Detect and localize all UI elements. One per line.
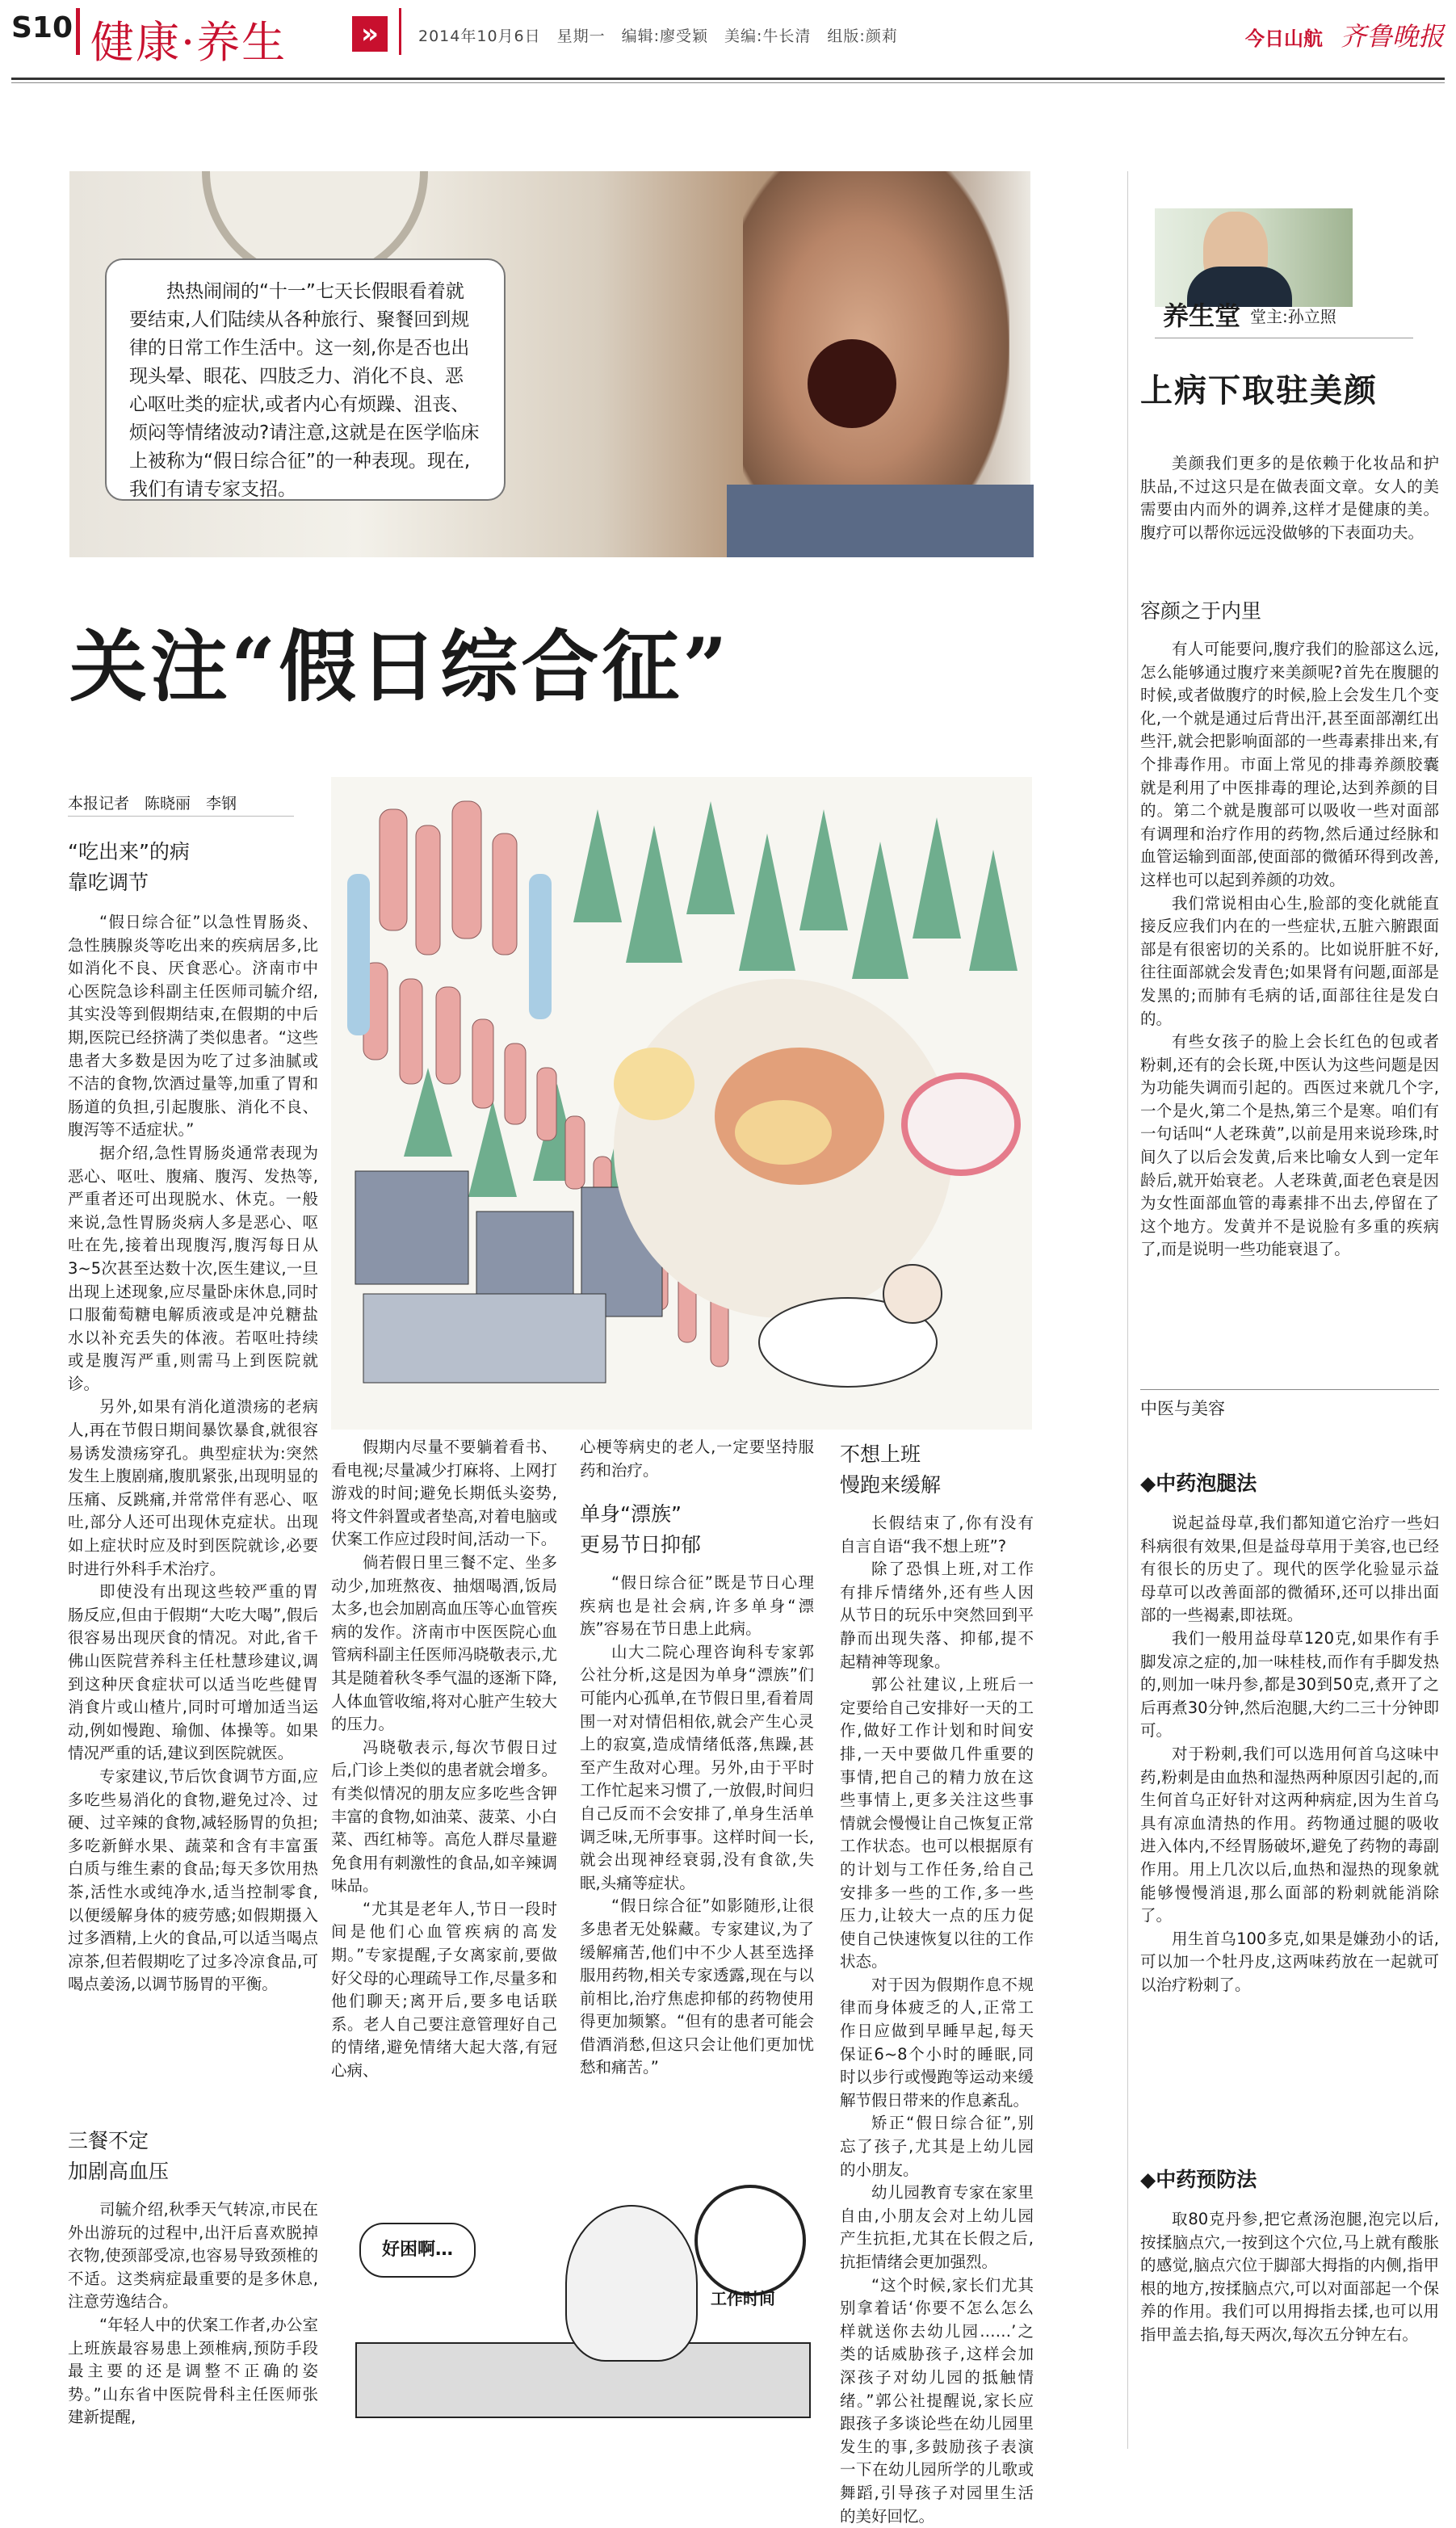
paragraph: 除了恐惧上班,对工作有排斥情绪外,还有些人因从节日的玩乐中突然回到平静而出现失落、抑郁,提不起精神等现象。 bbox=[840, 1560, 1034, 1671]
paragraph: 司毓介绍,秋季天气转凉,市民在外出游玩的过程中,出汗后喜欢脱掉衣物,使颈部受凉,也容易导致颈椎的不适。这类病症最重要的是多休息,注意劳逸结合。 bbox=[68, 2200, 318, 2312]
section-rule bbox=[1140, 1389, 1439, 1390]
subheading-line: 靠吃调节 bbox=[68, 871, 149, 894]
byline: 本报记者 陈晓丽 李钢 bbox=[68, 795, 237, 813]
subheading-3 bbox=[580, 1499, 701, 1560]
subheading-line: 不想上班 bbox=[840, 1442, 921, 1466]
page-number: S10 bbox=[11, 11, 73, 44]
paragraph: 说起益母草,我们都知道它治疗一些妇科病很有效果,但是益母草用于美容,也已经有很长的历史了。现代的医学化验显示益母草可以改善面部的微循环,还可以排出面部的一些褐素,即祛斑。 bbox=[1140, 1514, 1439, 1625]
yawning-mouth bbox=[808, 339, 896, 428]
person-figure bbox=[505, 1044, 526, 1124]
column-title: 上病下取驻美颜 bbox=[1140, 372, 1378, 409]
person-figure bbox=[380, 809, 407, 930]
illustration bbox=[331, 777, 1032, 1430]
column-name: 养生堂 bbox=[1163, 300, 1241, 331]
paragraph: “这个时候,家长们尤其别拿着话‘你要不怎么怎么样就送你去幼儿园……’之类的话威胁孩子,这样会加深孩子对幼儿园的抵触情绪。”郭公社提醒说,家长应跟孩子多谈论些在幼儿园里发生的事,多鼓励孩子表演一下在幼儿园所学的儿歌或舞蹈,引导孩子对园里生活的美好回忆。 bbox=[840, 2275, 1034, 2526]
paragraph: 有人可能要问,腹疗我们的脸部这么远,怎么能够通过腹疗来美颜呢?首先在腹腿的时候,或者做腹疗的时候,脸上会发生几个变化,一个就是通过后背出汗,甚至面部潮红出些汗,就会把影响面部的一些毒素排出来,有个排毒作用。市面上常见的排毒养颜胶囊就是利用了中医排毒的理论,达到养颜的目的。第二个就是腹部可以吸收一些对面部有调理和治疗作用的药物,然后通过经脉和血管运输到面部,使面部的微循环得到改善,这样也可以起到养颜的功效。 bbox=[1140, 640, 1439, 889]
tree bbox=[969, 850, 1018, 971]
bone-graphic bbox=[904, 1076, 1018, 1173]
tree bbox=[686, 801, 735, 914]
tree bbox=[913, 817, 961, 939]
intro-box: 热热闹闹的“十一”七天长假眼看着就要结束,人们陆续从各种旅行、聚餐回到规律的日常工作生活中。这一刻,你是否也出现头晕、眼花、四肢乏力、消化不良、恶心呕吐类的症状,或者内心有烦躁、沮丧、烦闷等情绪波动?请注意,这就是在医学临床上被称为“假日综合征”的一种表现。现在,我们有请专家支招。 bbox=[105, 258, 506, 501]
clock-label: 工作时间 bbox=[711, 2289, 775, 2308]
bread-graphic bbox=[614, 1048, 694, 1120]
shirt-shape bbox=[727, 485, 1034, 557]
person-figure bbox=[493, 834, 517, 955]
person-figure bbox=[537, 1068, 556, 1140]
subheading-line: 更易节日抑郁 bbox=[580, 1533, 702, 1556]
header-divider bbox=[76, 8, 80, 55]
person-figure bbox=[400, 979, 422, 1084]
tree bbox=[626, 825, 682, 963]
house bbox=[363, 1294, 606, 1383]
subheading-4 bbox=[840, 1439, 941, 1501]
column-body-1 bbox=[1140, 638, 1439, 1365]
column-1-body-2 bbox=[68, 2198, 318, 2449]
subheading-line: 慢跑来缓解 bbox=[840, 1473, 942, 1497]
paragraph: 冯晓敬表示,每次节假日过后,门诊上类似的患者就会增多。有类似情况的朋友应多吃些含钾丰富的食物,如油菜、菠菜、小白菜、西红柿等。高危人群尽量避免食用有刺激性的食品,如辛辣调味品。 bbox=[331, 1737, 557, 1896]
subheading-line: 加剧高血压 bbox=[68, 2160, 170, 2183]
column-subheading-2: ◆中药泡腿法 bbox=[1140, 1472, 1257, 1495]
section-title: 健康·养生 bbox=[90, 17, 287, 68]
main-headline: 关注“假日综合征” bbox=[69, 621, 731, 712]
paragraph: 对于粉刺,我们可以选用何首乌这味中药,粉刺是由血热和湿热两种原因引起的,而生何首乌正好针对这两种病症,因为生首乌具有凉血清热的作用。药物通过腿的吸收进入体内,不经胃肠破坏,避免了药物的毒副作用。用上几次以后,血热和湿热的现象就能够慢慢消退,那么面部的粉刺就能消除了。 bbox=[1140, 1744, 1439, 1925]
column-3-top bbox=[580, 1436, 814, 1484]
tree bbox=[799, 809, 848, 930]
column-body-3 bbox=[1140, 2208, 1439, 2450]
tree bbox=[739, 834, 795, 971]
brand-label: 今日山航 bbox=[1245, 27, 1323, 50]
paragraph: 郭公社建议,上班后一定要给自己安排好一天的工作,做好工作计划和时间安排,一天中要做几件重要的事情,把自己的精力放在这些事情上,更多关注这些事情就会慢慢让自己恢复正常工作状态。也可以根据原有的计划与工作任务,给自己安排多一些的工作,多一些压力,让较大一点的压力促使自己快速恢复以往的工作状态。 bbox=[840, 1675, 1034, 1972]
header-rule bbox=[11, 78, 1445, 80]
paragraph: “年轻人中的伏案工作者,办公室上班族最容易患上颈椎病,预防手段最主要的还是调整不正确的姿势。”山东省中医院骨科主任医师张建新提醒, bbox=[68, 2315, 318, 2427]
house bbox=[355, 1171, 468, 1284]
column-1-body bbox=[68, 911, 318, 2114]
tired-worker-figure bbox=[565, 2205, 698, 2362]
doctor-head bbox=[883, 1265, 942, 1323]
speech-bubble: 好困啊… bbox=[359, 2223, 476, 2278]
tree bbox=[573, 809, 622, 922]
paragraph: “尤其是老年人,节日一段时间是他们心血管疾病的高发期。”专家提醒,子女离家前,要做好父母的心理疏导工作,尽量多和他们聊天;离开后,要多电话联系。老人自己要注意管理好自己的情绪,避免情绪大起大落,有冠心病、 bbox=[331, 1899, 557, 2081]
column-body-2 bbox=[1140, 1512, 1439, 2150]
paragraph: 我们一般用益母草120克,如果作有手脚发凉之症的,加一味桂枝,而作有手脚发热的,则加一味丹参,都是30到50克,煮开了之后再煮30分钟,然后泡腿,大约二三十分钟即可。 bbox=[1140, 1628, 1439, 1741]
paragraph: 取80克丹参,把它煮汤泡腿,泡完以后,按揉脑点穴,一按到这个穴位,马上就有酸胀的感觉,脑点穴位于脚部大拇指的内侧,指甲根的地方,按揉脑点穴,可以对面部起一个保养的作用。我们可以用拇指去揉,也可以用指甲盖去掐,每天两次,每次五分钟左右。 bbox=[1140, 2210, 1439, 2344]
column-4-body bbox=[840, 1512, 1034, 2526]
person-figure bbox=[529, 874, 552, 1019]
paragraph: 有些女孩子的脸上会长红色的包或者粉刺,还有的会长斑,中医认为这些问题是因为功能失调而引起的。西医过来就几个字,一个是火,第二个是热,第三个是寒。咱们有一句话叫“人老珠黄”,以前是用来说珍珠,时间久了以后会发黄,后来比喻女人到一定年龄后,就开始衰老。人老珠黄,面老色衰是因为女性面部血管的毒素排不出去,停留在了这个地方。发黄并不是说脸有多重的疾病了,而是说明一些功能衰退了。 bbox=[1140, 1032, 1439, 1259]
paragraph: 据介绍,急性胃肠炎通常表现为恶心、呕吐、腹痛、腹泻、发热等,严重者还可出现脱水、休克。一般来说,急性胃肠炎病人多是恶心、呕吐在先,接着出现腹泻,腹泻每日从3~5次甚至达数十次,医生建议,一旦出现上述现象,应尽量卧床休息,同时口服葡萄糖电解质液或是冲兑糖盐水以补充丢失的体液。若呕吐持续或是腹泻严重,则需马上到医院就诊。 bbox=[68, 1143, 318, 1393]
person-figure bbox=[436, 987, 460, 1084]
paragraph: 用生首乌100多克,如果是嫌劲小的话,可以加一个牡丹皮,这两味药放在一起就可以治疗粉刺了。 bbox=[1140, 1929, 1439, 1994]
subheading-1 bbox=[68, 837, 190, 898]
paragraph: 山大二院心理咨询科专家郭公社分析,这是因为单身“漂族”们可能内心孤单,在节假日里,看着周围一对对情侣相依,就会产生心灵上的寂寞,造成情绪低落,焦躁,甚至产生敌对心理。另外,由于平时工作忙起来习惯了,一放假,时间归自己反而不会安排了,单身生活单调乏味,无所事事。这样时间一长,就会出现神经衰弱,没有食欲,失眠,头痛等症状。 bbox=[580, 1642, 814, 1892]
paragraph: 倘若假日里三餐不定、坐多动少,加班熬夜、抽烟喝酒,饭局太多,也会加剧高血压等心血管疾病的发作。济南市中医医院心血管病科副主任医师冯晓敬表示,尤其是随着秋冬季气温的逐渐下降,人体血管收缩,将对心脏产生较大的压力。 bbox=[331, 1552, 557, 1734]
paragraph: 即使没有出现这些较严重的胃肠反应,但由于假期“大吃大喝”,假后很容易出现厌食的情况。对此,省千佛山医院营养科主任杜慧珍建议,调到这种厌食症状可以适当吃些健胃消食片或山楂片,同时可增加适当运动,例如慢跑、瑜伽、体操等。如果情况严重的话,建议到医院就医。 bbox=[68, 1582, 318, 1763]
stomach-graphic bbox=[735, 1100, 832, 1165]
person-figure bbox=[347, 874, 370, 1035]
column-subheading-1: 容颜之于内里 bbox=[1140, 599, 1262, 623]
paragraph: 美颜我们更多的是依赖于化妆品和护肤品,不过这只是在做表面文章。女人的美需要由内而外的调养,这样才是健康的美。腹疗可以帮你远远没做够的下表面功夫。 bbox=[1140, 454, 1439, 542]
paragraph: 我们常说相由心生,脸部的变化就能直接反应我们内在的一些症状,五脏六腑跟面部是有很密切的关系的。比如说肝脏不好,往往面部就会发青色;如果肾有问题,面部是发黑的;而肺有毛病的话,面部往往是发白的。 bbox=[1140, 893, 1439, 1028]
paragraph: 假期内尽量不要躺着看书、看电视;尽量减少打麻将、上网打游戏的时间;避免长期低头姿势,将文件斜置或者垫高,对着电脑或伏案工作应过段时间,活动一下。 bbox=[331, 1438, 557, 1549]
column-2-body bbox=[331, 1436, 557, 2155]
column-tag: 中医与美容 bbox=[1140, 1399, 1225, 1418]
subheading-line: 三餐不定 bbox=[68, 2129, 149, 2152]
person-figure bbox=[452, 801, 481, 939]
paragraph: “假日综合征”如影随形,让很多患者无处躲藏。专家建议,为了缓解痛苦,他们中不少人甚至选择服用药物,相关专家透露,现在与以前相比,治疗焦虑抑郁的药物使用得更加频繁。“但有的患者可能会借酒消愁,但这只会让他们更加忧愁和痛苦。” bbox=[580, 1896, 814, 2077]
paragraph: 幼儿园教育专家在家里自由,小朋友会对上幼儿园产生抗拒,尤其在长假之后,抗拒情绪会更加强烈。 bbox=[840, 2183, 1034, 2271]
header-divider bbox=[399, 8, 401, 55]
column-3-body bbox=[580, 1572, 814, 2161]
column-subheading-3: ◆中药预防法 bbox=[1140, 2168, 1257, 2191]
person-figure bbox=[565, 1116, 585, 1189]
issue-meta: 2014年10月6日 星期一 编辑:廖受颖 美编:牛长清 组版:颜莉 bbox=[418, 27, 898, 45]
paragraph: 专家建议,节后饮食调节方面,应多吃些易消化的食物,避免过冷、过硬、过辛辣的食物,减轻肠胃的负担;多吃新鲜水果、蔬菜和含有丰富蛋白质与维生素的食品;每天多饮用热茶,活性水或纯净水,适当控制零食,以便缓解身体的疲劳感;如假期摄入过多酒精,上火的食品,可以适当喝点凉茶,但若假期吃了过多冷凉食品,可喝点姜汤,以调节肠胃的平衡。 bbox=[68, 1766, 318, 1994]
paragraph: 长假结束了,你有没有自言自语“我不想上班”? bbox=[840, 1514, 1034, 1556]
paragraph: 另外,如果有消化道溃疡的老病人,再在节假日期间暴饮暴食,就很容易诱发溃疡穿孔。典型症状为:突然发生上腹剧痛,腹肌紧张,出现明显的压痛、反跳痛,并常常伴有恶心、呕吐,部分人还可出现休克症状。出现如上症状时应及时到医院就诊,必要时进行外科手术治疗。 bbox=[68, 1397, 318, 1578]
newspaper-logo: 齐鲁晚报 bbox=[1341, 21, 1445, 52]
subheading-2 bbox=[68, 2126, 169, 2187]
paragraph: 对于因为假期作息不规律而身体疲乏的人,正常工作日应做到早睡早起,每天保证6~8个小时的睡眠,同时以步行或慢跑等运动来缓解节假日带来的作息紊乱。 bbox=[840, 1975, 1034, 2110]
column-intro bbox=[1140, 452, 1439, 578]
person-figure bbox=[416, 825, 440, 955]
subheading-line: “吃出来”的病 bbox=[68, 840, 190, 863]
chevron-right-icon: » bbox=[352, 16, 388, 52]
person-figure bbox=[472, 1019, 493, 1108]
clock-icon bbox=[694, 2185, 806, 2296]
header-rule bbox=[11, 82, 1445, 83]
paragraph: 心梗等病史的老人,一定要坚持服药和治疗。 bbox=[580, 1438, 814, 1480]
paragraph: 矫正“假日综合征”,别忘了孩子,尤其是上幼儿园的小朋友。 bbox=[840, 2114, 1034, 2179]
subheading-line: 单身“漂族” bbox=[580, 1502, 682, 1526]
column-host: 堂主:孙立照 bbox=[1250, 307, 1336, 326]
tree bbox=[852, 842, 908, 979]
byline-rule bbox=[68, 816, 294, 817]
forest-people-illustration bbox=[331, 777, 1032, 1430]
paragraph: “假日综合征”以急性胃肠炎、急性胰腺炎等吃出来的疾病居多,比如消化不良、厌食恶心。济南市中心医院急诊科副主任医师司毓介绍,其实没等到假期结束,在假期的中后期,医院已经挤满了类似患者。“这些患者大多数是因为吃了过多油腻或不洁的食物,饮酒过量等,加重了胃和肠道的负担,引起腹胀、消化不良、腹泻等不适症状。” bbox=[68, 913, 318, 1140]
column-divider bbox=[1127, 171, 1128, 2449]
paragraph: “假日综合征”既是节日心理疾病也是社会病,许多单身“漂族”容易在节日患上此病。 bbox=[580, 1573, 814, 1639]
